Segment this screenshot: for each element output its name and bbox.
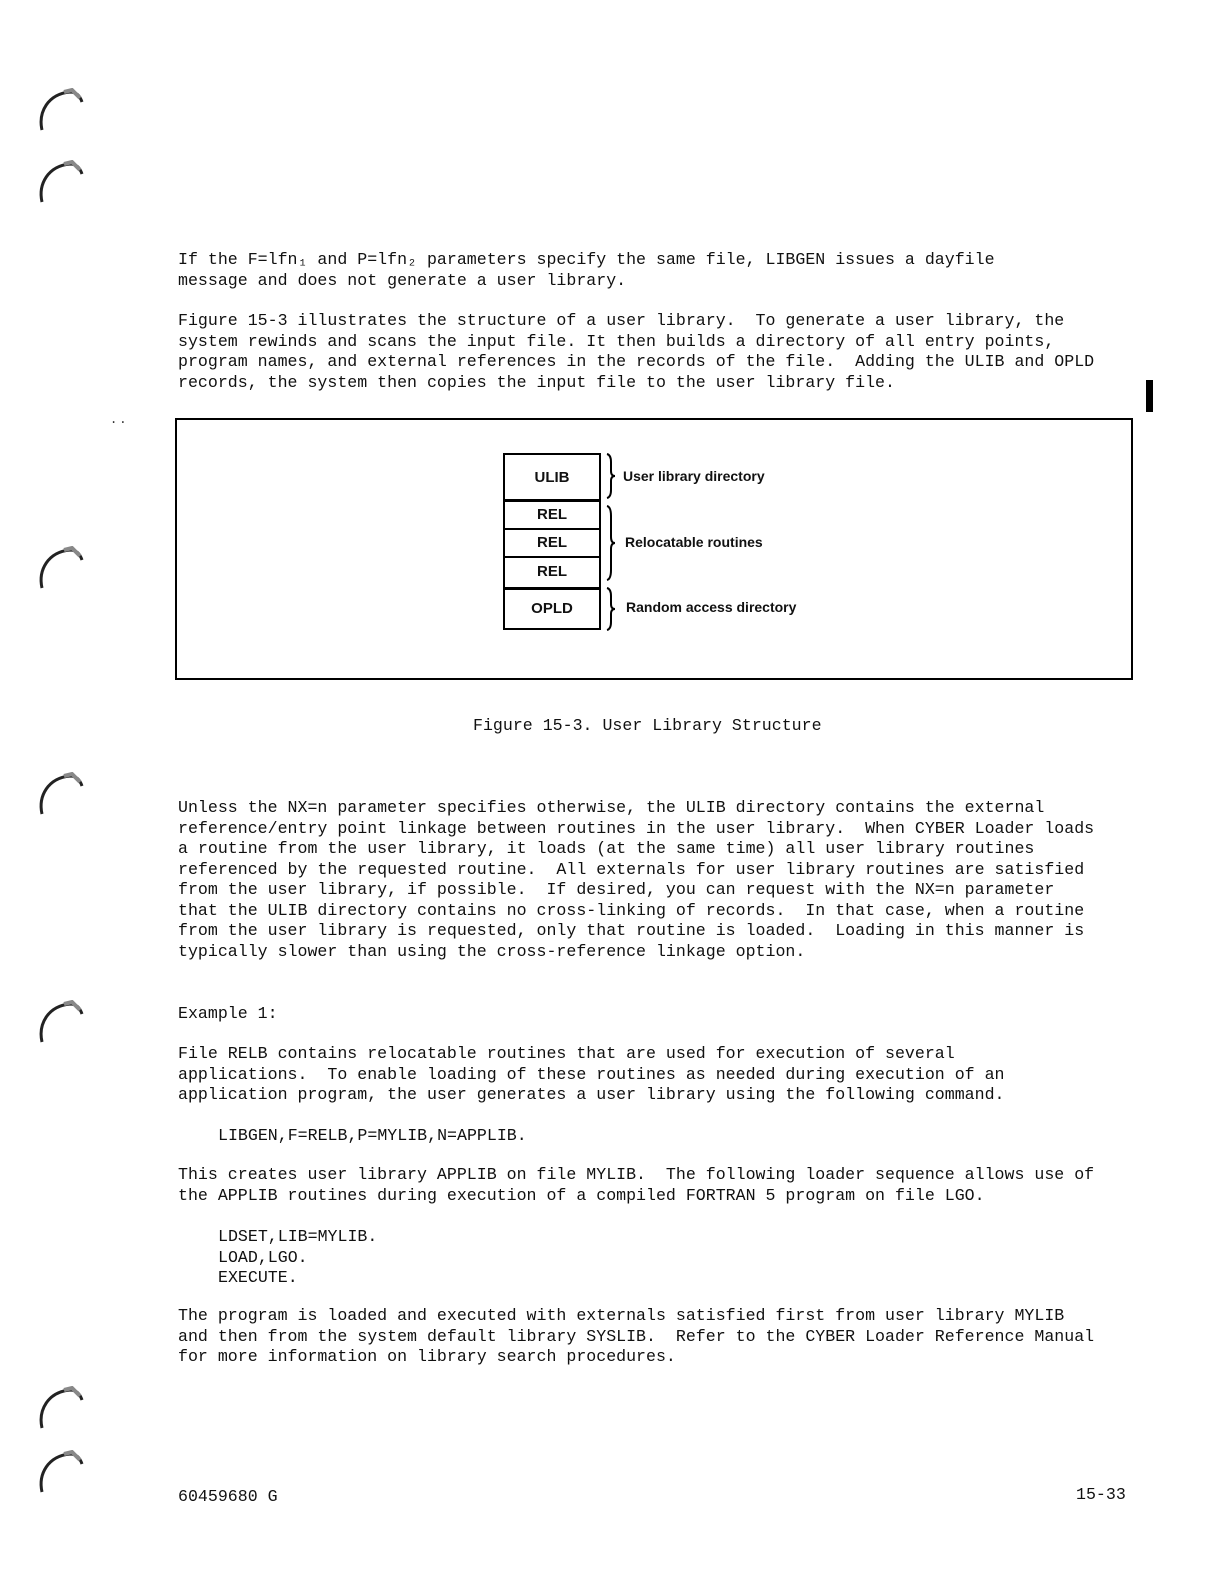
footer-page-number: 15-33 [1076, 1485, 1126, 1504]
label-user-library-directory: User library directory [623, 468, 765, 484]
figure-caption: Figure 15-3. User Library Structure [473, 716, 822, 735]
library-record-stack [503, 453, 601, 630]
record-ulib: ULIB [505, 455, 599, 502]
paragraph-nx-parameter: Unless the NX=n parameter specifies otherwise, the ULIB directory contains the external reference/entry point linkage between routines in the user library. When CYBER Loader loads a routine from the user library, it loads (at the same time) all user library routines referenced by the requested routine. All externals for user library routines are satisfied from the user library, if possible. If desired, you can request with the NX=n parameter that the ULIB directory contains no cross-linking of records. In that case, when a routine from the user library is requested, only that routine is loaded. Loading in this manner is typically slower than using the cross-reference linkage option. [178, 798, 1095, 961]
brace-relocatable-icon [604, 504, 618, 582]
binder-hole-icon [34, 546, 86, 590]
paragraph-figure-intro: Figure 15-3 illustrates the structure of a user library. To generate a user library, the system rewinds and scans the input file. It then builds a directory of all entry points, program names, and external references in the records of the file. Adding the ULIB and OPLD records, the system then copies the input file to the user library file. [178, 311, 1095, 392]
example-heading: Example 1: [178, 1004, 278, 1023]
paragraph-load-execute: The program is loaded and executed with externals satisfied first from user library MYLIB and then from the system default library SYSLIB. Refer to the CYBER Loader Reference Manual for more information on library search procedures. [178, 1306, 1095, 1366]
paragraph-applib-creation: This creates user library APPLIB on file MYLIB. The following loader sequence allows use of the APPLIB routines during execution of a compiled FORTRAN 5 program on file LGO. [178, 1165, 1095, 1205]
binder-hole-icon [34, 1000, 86, 1044]
binder-hole-icon [34, 772, 86, 816]
binder-hole-icon [34, 88, 86, 132]
record-rel: REL [505, 530, 599, 558]
record-rel: REL [505, 558, 599, 590]
brace-directory-icon [604, 452, 618, 500]
binder-hole-icon [34, 1386, 86, 1430]
brace-random-access-icon [604, 586, 618, 632]
paragraph-same-file: If the F=lfn₁ and P=lfn₂ parameters specify the same file, LIBGEN issues a dayfile message and does not generate a user library. [178, 250, 995, 290]
record-rel: REL [505, 502, 599, 530]
label-relocatable-routines: Relocatable routines [625, 534, 763, 550]
footer-doc-number: 60459680 G [178, 1487, 278, 1506]
paragraph-example-description: File RELB contains relocatable routines that are used for execution of several applications. To enable loading of these routines as needed during execution of an application program, the user generates a user library using the following command. [178, 1044, 1005, 1104]
change-bar [1146, 380, 1153, 412]
code-loader-sequence: LDSET,LIB=MYLIB. LOAD,LGO. EXECUTE. [218, 1227, 378, 1287]
record-opld: OPLD [505, 590, 599, 630]
code-libgen-command: LIBGEN,F=RELB,P=MYLIB,N=APPLIB. [218, 1126, 527, 1145]
binder-hole-icon [34, 160, 86, 204]
binder-hole-icon [34, 1450, 86, 1494]
label-random-access-directory: Random access directory [626, 599, 797, 615]
margin-marks: .. [110, 412, 129, 426]
